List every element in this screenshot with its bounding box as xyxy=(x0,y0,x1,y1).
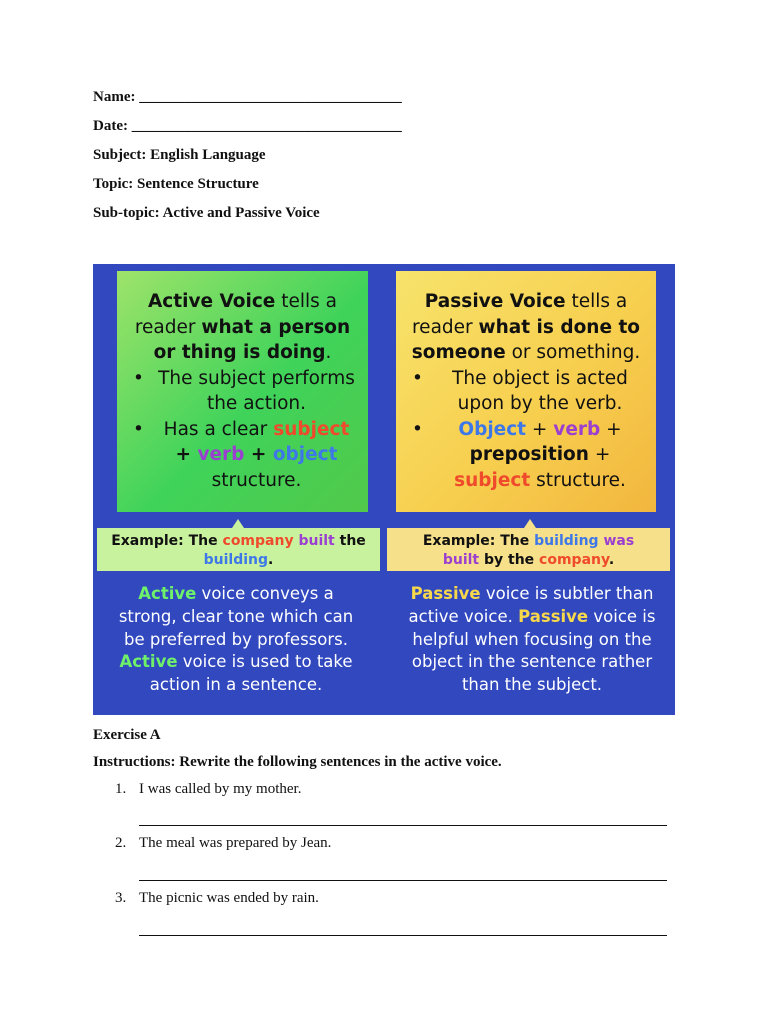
example-by: by the xyxy=(479,552,540,568)
passive-bullet-2-post: structure. xyxy=(530,469,626,491)
plus-sign: + xyxy=(244,444,273,465)
question-number: 1. xyxy=(115,781,127,797)
name-label: Name: xyxy=(93,89,136,105)
active-voice-box xyxy=(117,271,368,512)
passive-bullet-2-text xyxy=(434,417,646,494)
example-pre: Example: The xyxy=(111,533,223,549)
active-voice-title: Active Voice xyxy=(147,291,276,312)
bullet-icon: • xyxy=(133,367,144,389)
question-text: The meal was prepared by Jean. xyxy=(139,835,332,851)
active-bullet-2 xyxy=(127,417,358,494)
active-intro xyxy=(127,289,358,366)
passive-word: Passive xyxy=(410,584,481,603)
example-built: built xyxy=(442,552,480,568)
passive-description xyxy=(393,583,671,697)
active-example-pointer xyxy=(232,519,244,528)
example-building: building xyxy=(534,533,599,549)
passive-intro-text: tells a reader xyxy=(411,291,628,338)
exercise-title: Exercise A xyxy=(93,727,161,743)
subject-line: Subject: English Language xyxy=(93,147,266,163)
passive-bullet-1 xyxy=(406,366,646,417)
exercise-instructions: Instructions: Rewrite the following sentences in the active voice. xyxy=(93,754,502,770)
verb-word: verb xyxy=(553,418,601,440)
plus-sign: + xyxy=(588,444,611,465)
name-line xyxy=(93,89,402,106)
active-intro-bold: what a person or thing is doing xyxy=(153,316,351,363)
verb-word: verb xyxy=(197,444,245,465)
date-blank[interactable]: ____________________________________ xyxy=(131,118,402,134)
active-bullet-2-post: structure. xyxy=(211,469,302,491)
subject-word: subject xyxy=(273,418,350,440)
example-the: the xyxy=(334,533,366,549)
question-3 xyxy=(115,890,319,907)
active-bullet-2-text xyxy=(155,417,358,494)
example-was: was xyxy=(603,533,635,549)
bullet-icon: • xyxy=(133,418,144,440)
object-word: object xyxy=(272,444,338,465)
date-label: Date: xyxy=(93,118,128,134)
subtopic-line: Sub-topic: Active and Passive Voice xyxy=(93,205,320,221)
bullet-icon: • xyxy=(412,418,423,440)
active-bullet-2-pre: Has a clear xyxy=(163,418,274,440)
answer-line-2[interactable] xyxy=(139,879,667,881)
passive-bullet-2 xyxy=(406,417,646,494)
answer-line-3[interactable] xyxy=(139,934,667,936)
passive-intro-end: or something. xyxy=(505,342,641,363)
passive-voice-box xyxy=(396,271,656,512)
example-end: . xyxy=(608,552,615,568)
example-built: built xyxy=(298,533,335,549)
plus-sign: + xyxy=(526,418,554,440)
topic-line: Topic: Sentence Structure xyxy=(93,176,259,192)
bullet-icon: • xyxy=(412,367,423,389)
question-text: The picnic was ended by rain. xyxy=(139,890,319,906)
example-company: company xyxy=(539,552,609,568)
date-line xyxy=(93,118,402,135)
example-building: building xyxy=(203,552,269,568)
answer-line-1[interactable] xyxy=(139,824,667,826)
active-description xyxy=(113,583,359,697)
question-2 xyxy=(115,835,331,852)
passive-desc-1: voice is subtler than active voice. xyxy=(408,584,654,626)
subject-word: subject xyxy=(454,469,531,491)
example-end: . xyxy=(268,552,274,568)
voice-infographic xyxy=(93,264,675,715)
example-company: company xyxy=(222,533,294,549)
passive-desc-2: voice is helpful when focusing on the object in the sentence rather than the subject. xyxy=(411,606,656,695)
active-example xyxy=(97,528,380,571)
passive-voice-title: Passive Voice xyxy=(424,291,566,312)
preposition-word: preposition xyxy=(469,444,589,465)
active-bullet-1-text: The subject performs the action. xyxy=(158,367,355,414)
plus-sign: + xyxy=(600,418,622,440)
passive-word: Passive xyxy=(518,606,589,626)
passive-example-pointer xyxy=(524,519,536,528)
active-word: Active xyxy=(138,584,197,603)
question-text: I was called by my mother. xyxy=(139,781,302,797)
object-word: Object xyxy=(458,418,527,440)
example-pre: Example: The xyxy=(422,533,535,549)
active-word: Active xyxy=(119,652,178,672)
name-blank[interactable]: ___________________________________ xyxy=(139,89,402,105)
active-intro-end: . xyxy=(325,342,332,363)
active-desc-2: voice is used to take action in a sentence. xyxy=(149,652,353,695)
passive-example xyxy=(387,528,670,571)
question-number: 2. xyxy=(115,835,127,851)
passive-bullet-1-text: The object is acted upon by the verb. xyxy=(452,367,628,414)
active-desc-1: voice conveys a strong, clear tone which can be preferred by professors. xyxy=(118,584,354,649)
active-intro-text: tells a reader xyxy=(134,291,338,338)
passive-intro xyxy=(406,289,646,366)
active-bullet-1 xyxy=(127,366,358,417)
passive-intro-bold: what is done to someone xyxy=(411,316,641,363)
question-1 xyxy=(115,781,301,798)
question-number: 3. xyxy=(115,890,127,906)
plus-sign: + xyxy=(175,444,198,465)
